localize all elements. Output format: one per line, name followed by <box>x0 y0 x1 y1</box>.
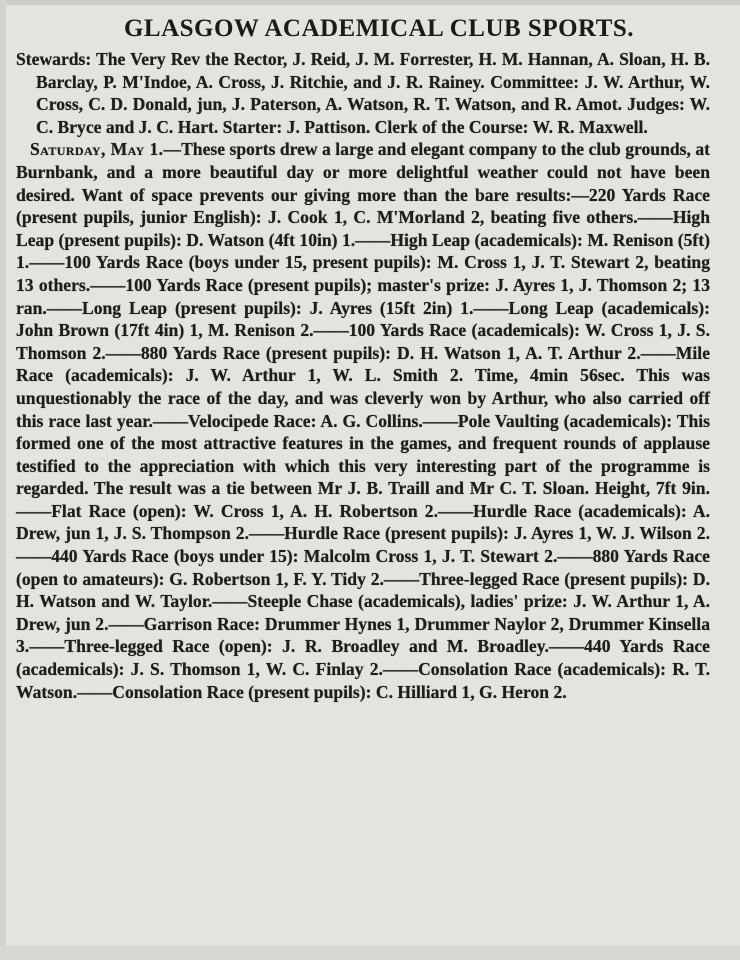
dateline: Saturday, May 1. <box>30 139 164 160</box>
article-column <box>0 48 740 703</box>
report-text: —These sports drew a large and elegant company to the club grounds, at Burnbank, and a more beautiful day or more delightful weather could not have been desired. Want of space prevents our giving more than the bare results:—220 Yards Race (present pupils, junior English): J. Cook 1, C. M'Morland 2, beating five others.——High Leap (present pupils): D. Watson (4ft 10in) 1.——High Leap (academicals): M. Renison (5ft) 1.——100 Yards Race (boys under 15, present pupils): M. Cross 1, J. T. Stewart 2, beating 13 others.——100 Yards Race (present pupils); master's prize: J. Ayres 1, J. Thomson 2; 13 ran.——Long Leap (present pupils): J. Ayres (15ft 2in) 1.——Long Leap (academicals): John Brown (17ft 4in) 1, M. Renison 2.——100 Yards Race (academicals): W. Cross 1, J. S. Thomson 2.——880 Yards Race (present pupils): D. H. Watson 1, A. T. Arthur 2.——Mile Race (academicals): J. W. Arthur 1, W. L. Smith 2. Time, 4min 56sec. This was unquestionably the race of the day, and was cleverly won by Arthur, who also carried off this race last year.——Velocipede Race: A. G. Collins.——Pole Vaulting (academicals): This formed one of the most attractive features in the games, and frequent rounds of applause testified to the appreciation with which this very interesting part of the programme is regarded. The result was a tie between Mr J. B. Traill and Mr C. T. Sloan. Height, 7ft 9in.——Flat Race (open): W. Cross 1, A. H. Robertson 2.——Hurdle Race (academicals): A. Drew, jun 1, J. S. Thompson 2.——Hurdle Race (present pupils): J. Ayres 1, W. J. Wilson 2.——440 Yards Race (boys under 15): Malcolm Cross 1, J. T. Stewart 2.——880 Yards Race (open to amateurs): G. Robertson 1, F. Y. Tidy 2.——Three-legged Race (present pupils): D. H. Watson and W. Taylor.——Steeple Chase (academicals), ladies' prize: J. W. Arthur 1, A. Drew, jun 2.——Garrison Race: Drummer Hynes 1, Drummer Naylor 2, Drummer Kinsella 3.——Three-legged Race (open): J. R. Broadley and M. Broadley.——440 Yards Race (academicals): J. S. Thomson 1, W. C. Finlay 2.——Consolation Race (academicals): R. T. Watson.——Consolation Race (present pupils): C. Hilliard 1, G. Heron 2. <box>16 139 710 702</box>
clipping-left-edge <box>0 0 6 960</box>
clipping-top-edge <box>0 0 740 5</box>
clipping-bottom-edge <box>0 946 740 960</box>
article-headline: GLASGOW ACADEMICAL CLUB SPORTS. <box>123 15 635 42</box>
officials-paragraph: Stewards: The Very Rev the Rector, J. Reid, J. M. Forrester, H. M. Hannan, A. Sloan, H. B. Barclay, P. M'Indoe, A. Cross, J. Ritchie, and J. R. Rainey. Committee: J. W. Arthur, W. Cross, C. D. Donald, jun, J. Paterson, A. Watson, R. T. Watson, and R. Amot. Judges: W. C. Bryce and J. C. Hart. Starter: J. Pattison. Clerk of the Course: W. R. Maxwell. <box>16 49 710 137</box>
report-paragraph <box>16 138 710 703</box>
